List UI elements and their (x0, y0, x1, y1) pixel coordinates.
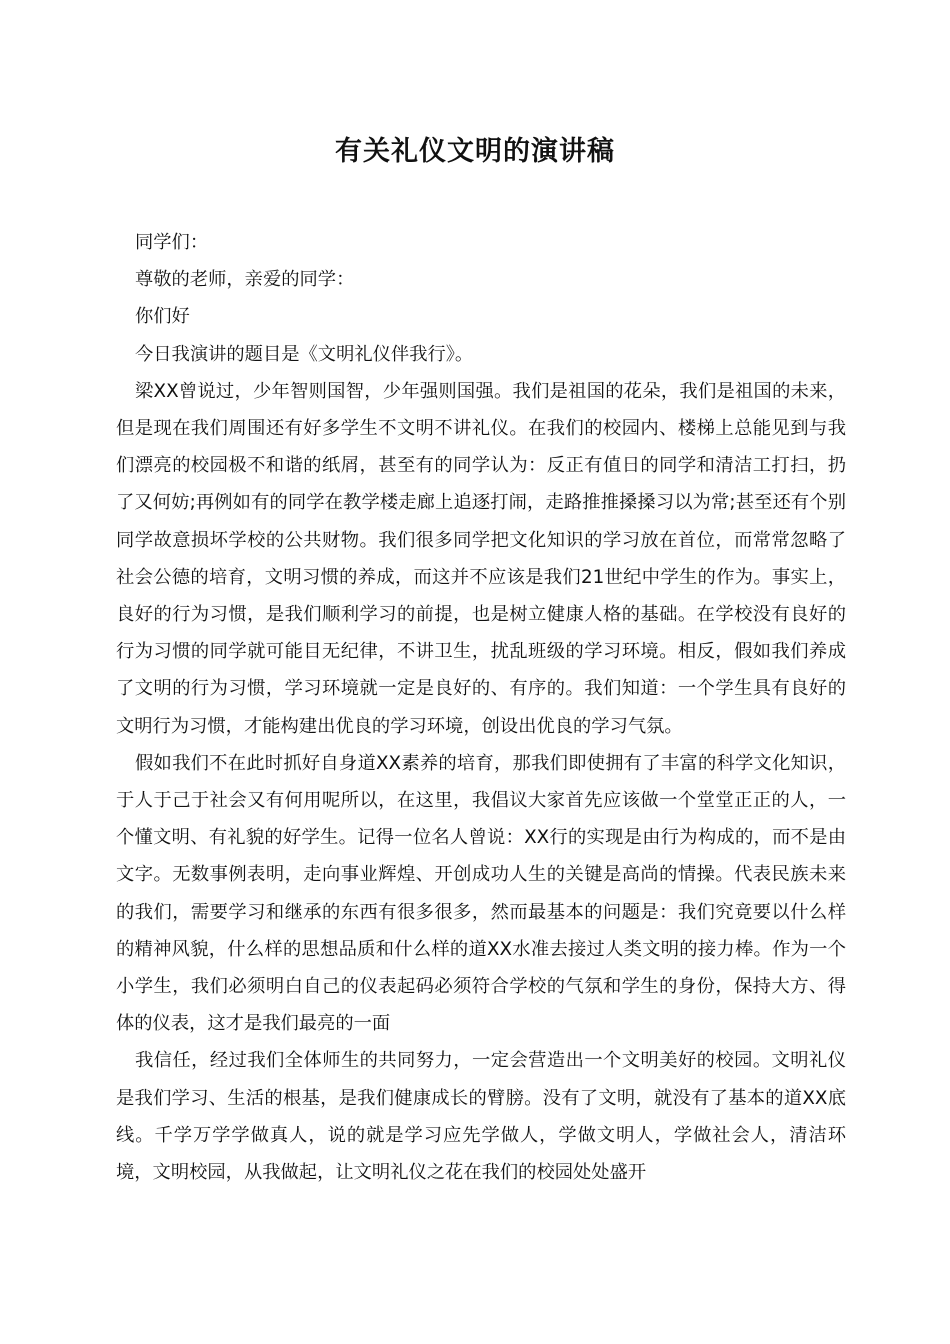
paragraph-body-1: 梁XX曾说过，少年智则国智，少年强则国强。我们是祖国的花朵，我们是祖国的未来，但是现在我们周围还有好多学生不文明不讲礼仪。在我们的校园内、楼梯上总能见到与我们漂亮的校园极不和谐的纸屑，甚至有的同学认为：反正有值日的同学和清洁工打扫，扔了又何妨;再例如有的同学在教学楼走廊上追逐打闹，走路推推搡搡习以为常;甚至还有个别同学故意损坏学校的公共财物。我们很多同学把文化知识的学习放在首位，而常常忽略了社会公德的培育，文明习惯的养成，而这并不应该是我们21世纪中学生的作为。事实上，良好的行为习惯，是我们顺利学习的前提，也是树立健康人格的基础。在学校没有良好的行为习惯的同学就可能目无纪律，不讲卫生，扰乱班级的学习环境。相反，假如我们养成了文明的行为习惯，学习环境就一定是良好的、有序的。我们知道：一个学生具有良好的文明行为习惯，才能构建出优良的学习环境，创设出优良的学习气氛。 (116, 380, 846, 737)
paragraph-body-3: 我信任，经过我们全体师生的共同努力，一定会营造出一个文明美好的校园。文明礼仪是我们学习、生活的根基，是我们健康成长的臂膀。没有了文明，就没有了基本的道XX底线。千学万学学做真人，说的就是学习应先学做人，学做文明人，学做社会人，清洁环境，文明校园，从我做起，让文明礼仪之花在我们的校园处处盛开 (116, 1050, 846, 1184)
document-body (116, 224, 846, 1191)
paragraph-hello: 你们好 (135, 306, 190, 328)
document-title: 有关礼仪文明的演讲稿 (335, 136, 615, 167)
paragraph-greeting-audience: 尊敬的老师，亲爱的同学： (135, 269, 355, 291)
paragraph-topic: 今日我演讲的题目是《文明礼仪伴我行》。 (135, 343, 474, 365)
paragraph-body-2: 假如我们不在此时抓好自身道XX素养的培育，那我们即使拥有了丰富的科学文化知识，于人于己于社会又有何用呢所以，在这里，我倡议大家首先应该做一个堂堂正正的人，一个懂文明、有礼貌的好学生。记得一位名人曾说：XX行的实现是由行为构成的，而不是由文字。无数事例表明，走向事业辉煌、开创成功人生的关键是高尚的情操。代表民族未来的我们，需要学习和继承的东西有很多很多，然而最基本的问题是：我们究竟要以什么样的精神风貌，什么样的思想品质和什么样的道XX水准去接过人类文明的接力棒。作为一个小学生，我们必须明白自己的仪表起码必须符合学校的气氛和学生的身份，保持大方、得体的仪表，这才是我们最亮的一面 (116, 752, 846, 1035)
paragraph-greeting-classmates: 同学们： (135, 232, 209, 253)
